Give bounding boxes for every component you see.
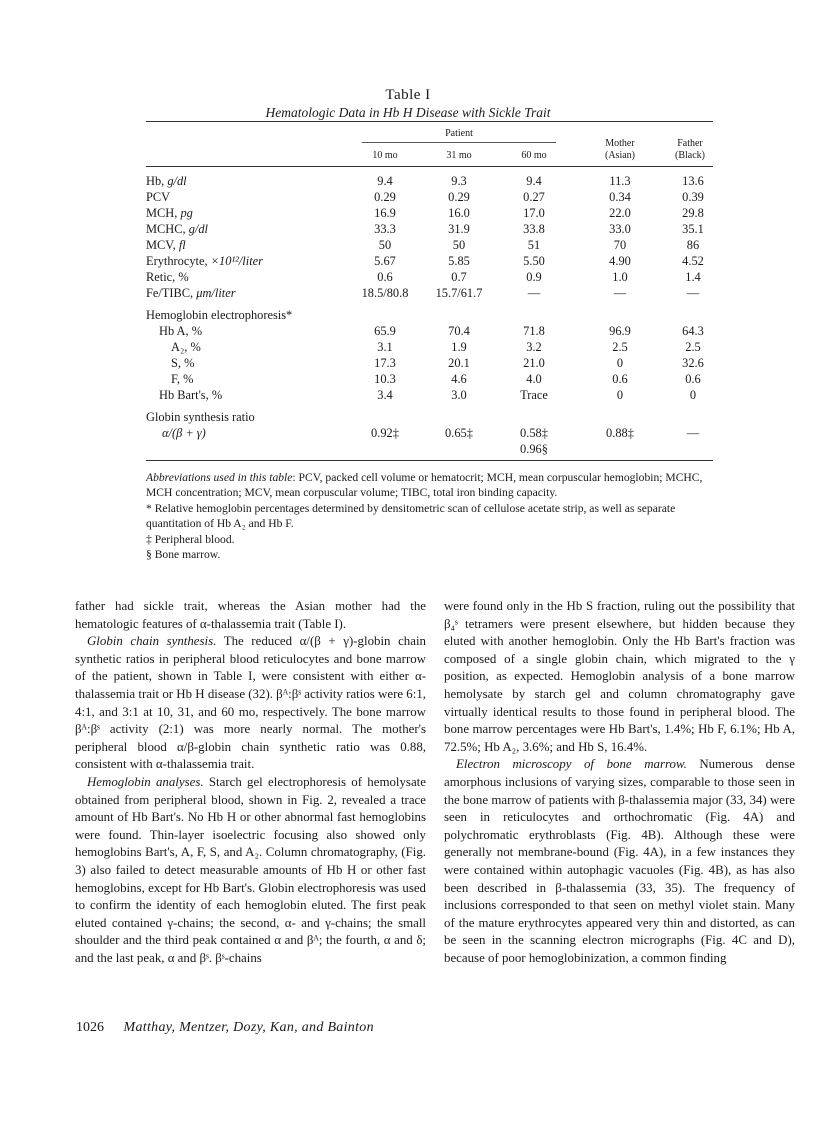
table-row	[0, 308, 816, 324]
table-cell: 9.4	[526, 174, 542, 188]
table-cell: 11.3	[609, 174, 631, 188]
table-cell: 22.0	[609, 206, 631, 220]
table-cell: 33.0	[609, 222, 631, 236]
table-cell: 3.2	[526, 340, 542, 354]
footnote-section: § Bone marrow.	[146, 548, 221, 562]
table-cell: 33.8	[523, 222, 545, 236]
table-cell: 4.0	[526, 372, 542, 386]
age-header-31: 31 mo	[446, 150, 472, 161]
right-paragraph-2: Electron microscopy of bone marrow. Numerous dense amorphous inclusions of varying sizes, comparable to those seen in the bone marrow of patients with β-thalassemia major (33, 34) were seen in reticulocytes and orthochromatic (Fig. 4A) and polychromatic erythroblasts (Fig. 4B). Although these were generally not membrane-bound (Fig. 4A), in a few instances they were contained within autophagic vacuoles (Fig. 4B), as has also been described in β-thalassemia (33, 35). The frequency of inclusions corresponded to that seen on methyl violet stain. Many of the mature erythrocytes appeared very thin and distorted, as can be seen in the scanning electron micrographs (Fig. 4C and D), because of poor hemoglobinization, a common finding	[444, 757, 795, 965]
table-cell: 0.9	[526, 270, 542, 284]
table-cell: —	[686, 286, 700, 300]
row-label: MCHC, g/dl	[146, 222, 208, 236]
table-cell: 35.1	[682, 222, 704, 236]
table-row	[0, 356, 816, 372]
table-bottom-rule	[146, 460, 713, 461]
table-row	[0, 442, 816, 458]
left-paragraph-2: Globin chain synthesis. The reduced α/(β + γ)-globin chain synthetic ratios in peripheral blood reticulocytes and bone marrow of the patient, shown in Table I, were consistent with either α-thalassemia trait or Hb H disease (32). βᴬ:βˢ activity ratios were 6:1, 4:1, and 3:1 at 10, 31, and 60 mo, respectively. The bone marrow βᴬ:βˢ activity (2:1) was more nearly normal. The mother's peripheral blood α/β-globin chain synthetic ratio was 0.88, consistent with α-thalassemia trait.	[75, 634, 426, 772]
row-label: Hemoglobin electrophoresis*	[146, 308, 293, 322]
patient-rule	[362, 142, 556, 143]
table-row	[0, 340, 816, 356]
left-column	[75, 598, 426, 967]
table-cell: 17.0	[523, 206, 545, 220]
row-label: Retic, %	[146, 270, 189, 284]
table-cell: 33.3	[374, 222, 396, 236]
table-cell: 0.6	[377, 270, 393, 284]
mother-header: Mother (Asian)	[605, 138, 635, 161]
table-row	[0, 270, 816, 286]
table-cell: 64.3	[682, 324, 704, 338]
table-cell: 71.8	[523, 324, 545, 338]
table-cell: 0.29	[448, 190, 470, 204]
table-cell: 5.85	[448, 254, 470, 268]
table-footnotes	[146, 470, 721, 562]
table-cell: 86	[686, 238, 700, 252]
age-header-60: 60 mo	[521, 150, 547, 161]
row-label: Globin synthesis ratio	[146, 410, 255, 424]
table-cell: 3.0	[451, 388, 467, 402]
table-cell: 15.7/61.7	[435, 286, 483, 300]
table-cell: 16.0	[448, 206, 470, 220]
father-header: Father (Black)	[675, 138, 705, 161]
footnote-star: * Relative hemoglobin percentages determined by densitometric scan of cellulose acetate strip, as well as separate quantitation of Hb A₂ and Hb F.	[146, 501, 676, 531]
table-caption: Hematologic Data in Hb H Disease with Sickle Trait	[265, 105, 551, 120]
table-cell: 5.50	[523, 254, 545, 268]
table-cell: 0.34	[609, 190, 631, 204]
row-label: MCH, pg	[146, 206, 193, 220]
table-cell: 1.9	[451, 340, 467, 354]
table-cell: 70	[613, 238, 627, 252]
table-cell: 0	[616, 356, 624, 370]
table-cell: 3.4	[377, 388, 393, 402]
table-cell: 13.6	[682, 174, 704, 188]
row-label: α/(β + γ)	[162, 426, 206, 440]
page-number: 1026	[76, 1020, 104, 1035]
row-label: PCV	[146, 190, 171, 204]
table-row	[0, 222, 816, 238]
table-cell: 50	[452, 238, 466, 252]
row-label: Hb Bart's, %	[159, 388, 223, 402]
right-paragraph-1: were found only in the Hb S fraction, ruling out the possibility that β₄ˢ tetramers were present elsewhere, but hidden because they eluted with another hemoglobin. Only the Hb Bart's fraction was composed of a single globin chain, which migrated to the γ position, as expected. Hemoglobin analysis of a bone marrow hemolysate by starch gel and column chromatography gave virtually identical results to those found in peripheral blood. The bone marrow percentages were Hb Bart's, 1.4%; Hb F, 6.1%; Hb A, 72.5%; Hb A₂, 3.6%; and Hb S, 16.4%.	[444, 599, 795, 754]
row-label: F, %	[171, 372, 194, 386]
table-cell: 4.6	[451, 372, 467, 386]
left-paragraph-1: father had sickle trait, whereas the Asian mother had the hematologic features of α-thalassemia trait (Table I).	[75, 599, 426, 631]
table-cell: 21.0	[523, 356, 545, 370]
table-row	[0, 426, 816, 442]
table-cell: 0.92‡	[371, 426, 399, 440]
right-column	[444, 598, 795, 967]
table-cell: 0.6	[685, 372, 701, 386]
row-label: Fe/TIBC, μm/liter	[146, 286, 236, 300]
table-cell: 32.6	[682, 356, 704, 370]
table-cell: 31.9	[448, 222, 470, 236]
table-cell: 51	[527, 238, 541, 252]
table-cell: 2.5	[612, 340, 628, 354]
table-cell: 10.3	[374, 372, 396, 386]
row-label: Erythrocyte, ×10¹²/liter	[146, 254, 263, 268]
table-cell: 9.3	[451, 174, 467, 188]
table-cell: 29.8	[682, 206, 704, 220]
table-cell: 5.67	[374, 254, 396, 268]
table-cell: 0.29	[374, 190, 396, 204]
table-row	[0, 388, 816, 404]
table-cell: 9.4	[377, 174, 393, 188]
table-cell: 96.9	[609, 324, 631, 338]
footnote-abbreviations: Abbreviations used in this table: PCV, packed cell volume or hematocrit; MCH, mean corpuscular hemoglobin; MCHC, MCH concentration; MCV, mean corpuscular volume; TIBC, total iron binding capacity.	[146, 471, 703, 500]
table-row	[0, 190, 816, 206]
table-cell: —	[527, 286, 541, 300]
table-row	[0, 174, 816, 190]
table-row	[0, 324, 816, 340]
table-row	[0, 372, 816, 388]
table-cell: 18.5/80.8	[361, 286, 409, 300]
table-cell: 3.1	[377, 340, 393, 354]
patient-header: Patient	[445, 128, 473, 139]
table-cell: —	[613, 286, 627, 300]
table-cell: 0	[616, 388, 624, 402]
table-cell: 20.1	[448, 356, 470, 370]
age-header-10: 10 mo	[372, 150, 398, 161]
table-cell: 0.96§	[520, 442, 548, 456]
table-row	[0, 286, 816, 302]
row-label: Hb, g/dl	[146, 174, 187, 188]
table-cell: 17.3	[374, 356, 396, 370]
table-cell: Trace	[520, 388, 548, 402]
table-cell: 0	[689, 388, 697, 402]
table-cell: 0.58‡	[520, 426, 548, 440]
table-cell: 65.9	[374, 324, 396, 338]
table-cell: 2.5	[685, 340, 701, 354]
table-top-rule	[146, 121, 713, 122]
table-cell: 0.39	[682, 190, 704, 204]
row-label: MCV, fl	[146, 238, 186, 252]
table-cell: 0.65‡	[445, 426, 473, 440]
left-paragraph-3: Hemoglobin analyses. Starch gel electrophoresis of hemolysate obtained from peripheral blood, shown in Fig. 2, revealed a trace amount of Hb Bart's. No Hb H or other abnormal fast hemoglobins were found. Thin-layer isoelectric focusing also showed only hemoglobins Bart's, A, F, S, and A₂. Column chromatography, (Fig. 3) also failed to detect measurable amounts of Hb H or other fast hemoglobins, except for Hb Bart's. Globin electrophoresis was used to confirm the identity of each hemoglobin eluted. The first peak eluted contained γ-chains; the second, α- and γ-chains; the small shoulder and the third peak contained α and βᴬ; the fourth, α and δ; and the last peak, α and βˢ. βˢ-chains	[75, 774, 426, 965]
table-row	[0, 206, 816, 222]
table-cell: 0.88‡	[606, 426, 634, 440]
table-cell: 1.4	[685, 270, 701, 284]
row-label: A₂, %	[171, 340, 201, 354]
table-row	[0, 410, 816, 426]
table-row	[0, 254, 816, 270]
page-footer	[76, 1020, 374, 1036]
table-cell: 0.6	[612, 372, 628, 386]
running-authors: Matthay, Mentzer, Dozy, Kan, and Bainton	[123, 1020, 374, 1035]
table-heading	[0, 87, 816, 121]
table-title: Table I	[385, 87, 431, 103]
table-cell: 70.4	[448, 324, 470, 338]
table-cell: 1.0	[612, 270, 628, 284]
table-cell: 4.52	[682, 254, 704, 268]
table-row	[0, 238, 816, 254]
table-cell: 16.9	[374, 206, 396, 220]
table-cell: 0.7	[451, 270, 467, 284]
table-header-rule	[146, 166, 713, 167]
table-cell: 50	[378, 238, 392, 252]
row-label: S, %	[171, 356, 195, 370]
table-cell: 4.90	[609, 254, 631, 268]
row-label: Hb A, %	[159, 324, 203, 338]
table-cell: —	[686, 426, 700, 440]
table-cell: 0.27	[523, 190, 545, 204]
footnote-dagger: ‡ Peripheral blood.	[146, 532, 235, 546]
